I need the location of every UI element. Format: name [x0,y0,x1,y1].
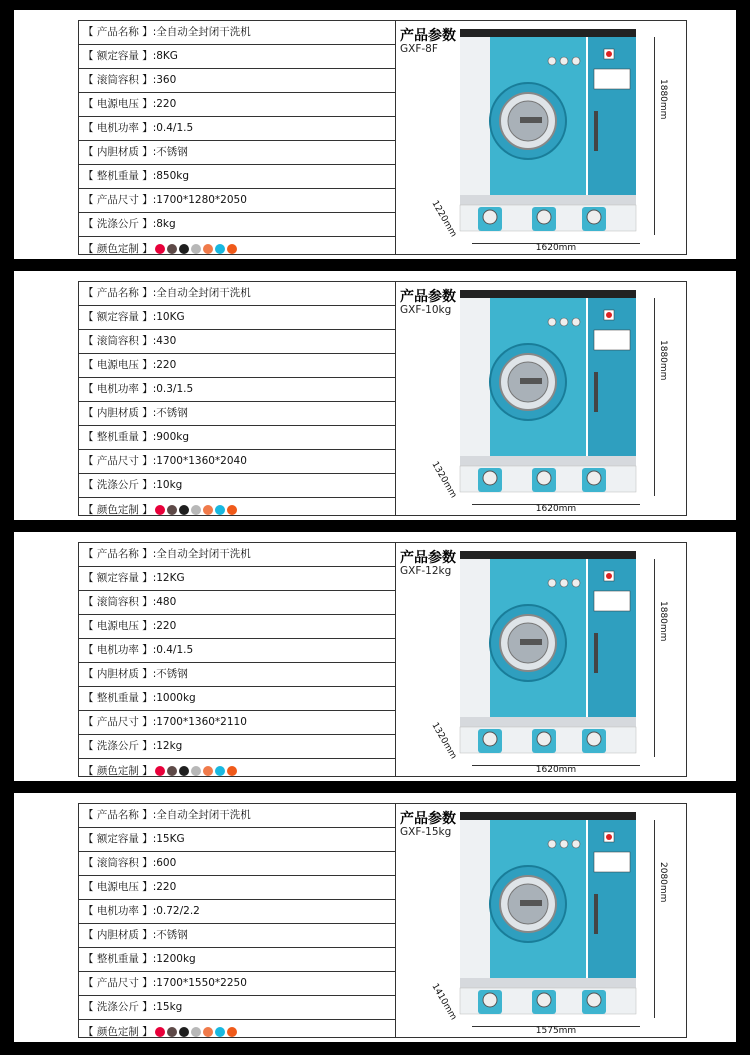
spec-row-capacity [79,567,395,591]
spec-label: 【 内胆材质 】 [83,668,153,680]
spec-row-material [79,924,395,948]
spec-sep: : [152,311,157,323]
spec-value-material: 不锈钢 [156,668,188,680]
spec-value-material: 不锈钢 [156,146,188,158]
spec-sep: : [152,335,157,347]
color-swatch[interactable] [203,244,213,254]
color-swatch[interactable] [167,244,177,254]
drum-door-latch [520,117,542,123]
spec-value-material: 不锈钢 [156,929,188,941]
spec-label: 【 产品名称 】 [83,548,153,560]
spec-row-drum [79,69,395,93]
spec-row-voltage [79,876,395,900]
spec-value-name: 全自动全封闭干洗机 [156,287,251,299]
color-swatch[interactable] [191,766,201,776]
spec-sep: : [152,692,157,704]
temperature-gauge-icon [560,579,568,587]
spec-label: 【 内胆材质 】 [83,929,153,941]
spec-row-wash [79,213,395,237]
dry-cleaning-machine-image [452,812,642,1018]
cabinet-door-handle [594,372,598,412]
spec-value-capacity: 12KG [156,572,185,584]
color-swatch[interactable] [215,766,225,776]
spec-row-wash [79,735,395,759]
spec-value-size: 1700*1360*2040 [156,455,247,467]
color-swatch[interactable] [203,766,213,776]
spec-value-power: 0.4/1.5 [156,122,194,134]
machine-base-plate [460,978,636,988]
height-dimension-line [654,298,655,496]
spec-sep: : [152,833,157,845]
spec-row-name [79,543,395,567]
width-dimension-label: 1620mm [535,243,577,253]
spec-row-drum [79,330,395,354]
spec-label: 【 产品尺寸 】 [83,716,153,728]
color-swatch[interactable] [227,244,237,254]
color-swatch[interactable] [179,505,189,515]
spec-sep: : [152,548,157,560]
spec-label: 【 滚筒容积 】 [83,74,153,86]
spec-label: 【 滚筒容积 】 [83,857,153,869]
pressure-gauge-icon [548,57,556,65]
spec-row-size [79,450,395,474]
spec-sep: : [152,644,157,656]
spec-card [78,542,687,777]
product-params [396,21,686,254]
spec-row-capacity [79,45,395,69]
spec-card [78,20,687,255]
height-dimension-label: 1880mm [658,601,668,642]
machine-base-plate [460,195,636,205]
filter-cap-1 [483,471,497,485]
filter-cap-1 [483,993,497,1007]
spec-label: 【 洗涤公斤 】 [83,218,153,230]
spec-value-capacity: 15KG [156,833,185,845]
level-gauge-icon [572,57,580,65]
spec-label: 【 产品名称 】 [83,287,153,299]
spec-label: 【 电源电压 】 [83,359,153,371]
spec-sep: : [152,287,157,299]
depth-dimension-label: 1320mm [429,460,459,501]
temperature-gauge-icon [560,318,568,326]
height-dimension-label: 1880mm [658,340,668,381]
filter-cap-3 [587,471,601,485]
spec-row-voltage [79,354,395,378]
params-title: 产品参数 [400,811,456,827]
spec-row-weight [79,426,395,450]
dry-cleaning-machine-image [452,290,642,496]
color-swatches [155,498,239,516]
spec-row-name [79,282,395,306]
spec-row-capacity [79,828,395,852]
spec-table [79,21,396,254]
temperature-gauge-icon [560,57,568,65]
spec-sep: : [152,620,157,632]
spec-value-wash: 15kg [156,1001,183,1013]
color-swatch[interactable] [179,766,189,776]
params-title: 产品参数 [400,28,456,44]
spec-sep: : [152,455,157,467]
color-swatch[interactable] [215,1027,225,1037]
spec-value-power: 0.4/1.5 [156,644,194,656]
spec-label: 【 滚筒容积 】 [83,335,153,347]
pressure-gauge-icon [548,579,556,587]
spec-label: 【 内胆材质 】 [83,146,153,158]
spec-sep: : [152,953,157,965]
spec-value-voltage: 220 [156,359,177,371]
emergency-stop-indicator [606,312,612,318]
spec-row-power [79,378,395,402]
spec-sep: : [152,122,157,134]
height-dimension-line [654,37,655,235]
spec-label: 【 产品名称 】 [83,809,153,821]
spec-value-weight: 900kg [156,431,190,443]
product-panel [14,532,736,781]
spec-label: 【 电机功率 】 [83,905,153,917]
color-swatch[interactable] [179,1027,189,1037]
spec-row-name [79,21,395,45]
spec-value-weight: 1200kg [156,953,196,965]
color-swatch[interactable] [215,505,225,515]
model-label: GXF-12kg [400,565,452,577]
spec-row-voltage [79,615,395,639]
product-panel [14,271,736,520]
spec-value-name: 全自动全封闭干洗机 [156,26,251,38]
product-panel [14,10,736,259]
color-swatch[interactable] [155,766,165,776]
height-dimension-line [654,559,655,757]
width-dimension-label: 1620mm [535,765,577,775]
spec-value-voltage: 220 [156,620,177,632]
spec-label: 【 整机重量 】 [83,431,153,443]
emergency-stop-indicator [606,51,612,57]
drum-door-latch [520,378,542,384]
spec-row-power [79,900,395,924]
machine-side-panel [460,298,490,458]
spec-sep: : [152,596,157,608]
spec-label: 【 电源电压 】 [83,620,153,632]
spec-sep: : [152,218,157,230]
spec-sep: : [152,809,157,821]
spec-row-material [79,141,395,165]
color-swatch[interactable] [191,244,201,254]
params-title: 产品参数 [400,289,456,305]
spec-sep: : [152,929,157,941]
color-swatch[interactable] [203,1027,213,1037]
spec-row-voltage [79,93,395,117]
color-swatch[interactable] [227,505,237,515]
spec-value-size: 1700*1360*2110 [156,716,247,728]
spec-value-size: 1700*1280*2050 [156,194,247,206]
model-label: GXF-8F [400,43,438,55]
model-label: GXF-15kg [400,826,452,838]
spec-row-weight [79,948,395,972]
spec-label: 【 颜色定制 】 [83,243,153,255]
spec-label: 【 额定容量 】 [83,833,153,845]
height-dimension-label: 2080mm [658,862,668,903]
model-label: GXF-10kg [400,304,452,316]
color-swatch[interactable] [167,1027,177,1037]
spec-value-capacity: 8KG [156,50,178,62]
color-swatch[interactable] [215,244,225,254]
color-swatch[interactable] [167,505,177,515]
spec-value-voltage: 220 [156,881,177,893]
spec-value-size: 1700*1550*2250 [156,977,247,989]
control-panel-display [594,69,630,89]
spec-label: 【 内胆材质 】 [83,407,153,419]
spec-row-wash [79,474,395,498]
spec-row-weight [79,687,395,711]
machine-side-panel [460,559,490,719]
depth-dimension-label: 1410mm [429,982,459,1023]
spec-label: 【 额定容量 】 [83,311,153,323]
spec-row-power [79,117,395,141]
filter-cap-2 [537,210,551,224]
color-swatches [155,237,239,255]
drum-door-latch [520,900,542,906]
spec-card [78,281,687,516]
control-panel-display [594,591,630,611]
spec-label: 【 额定容量 】 [83,50,153,62]
spec-row-power [79,639,395,663]
spec-sep: : [152,170,157,182]
filter-cap-3 [587,993,601,1007]
spec-value-capacity: 10KG [156,311,185,323]
spec-label: 【 颜色定制 】 [83,504,153,516]
spec-label: 【 颜色定制 】 [83,765,153,777]
spec-value-drum: 360 [156,74,177,86]
spec-label: 【 产品尺寸 】 [83,194,153,206]
spec-label: 【 额定容量 】 [83,572,153,584]
spec-sep: : [152,146,157,158]
spec-row-material [79,402,395,426]
spec-value-drum: 600 [156,857,177,869]
cabinet-door-handle [594,894,598,934]
pressure-gauge-icon [548,840,556,848]
spec-sep: : [152,431,157,443]
color-swatch[interactable] [191,1027,201,1037]
spec-label: 【 滚筒容积 】 [83,596,153,608]
spec-sep: : [152,479,157,491]
spec-sep: : [152,572,157,584]
spec-sep: : [152,905,157,917]
color-swatch[interactable] [191,505,201,515]
spec-value-weight: 850kg [156,170,190,182]
spec-label: 【 电机功率 】 [83,383,153,395]
spec-sep: : [152,857,157,869]
spec-label: 【 电源电压 】 [83,881,153,893]
spec-sep: : [152,74,157,86]
spec-value-wash: 8kg [156,218,176,230]
color-swatch[interactable] [155,505,165,515]
spec-label: 【 产品名称 】 [83,26,153,38]
machine-top-lid [460,812,636,820]
spec-row-color [79,759,395,777]
spec-row-size [79,711,395,735]
spec-value-name: 全自动全封闭干洗机 [156,548,251,560]
product-params [396,282,686,515]
params-title: 产品参数 [400,550,456,566]
spec-value-drum: 480 [156,596,177,608]
spec-value-drum: 430 [156,335,177,347]
spec-row-color [79,237,395,255]
spec-sep: : [152,881,157,893]
spec-table [79,804,396,1037]
machine-top-lid [460,29,636,37]
width-dimension-label: 1575mm [535,1026,577,1036]
spec-value-name: 全自动全封闭干洗机 [156,809,251,821]
machine-top-lid [460,551,636,559]
dry-cleaning-machine-image [452,29,642,235]
spec-sep: : [152,359,157,371]
spec-sep: : [152,98,157,110]
spec-table [79,543,396,776]
spec-value-power: 0.72/2.2 [156,905,200,917]
spec-row-drum [79,591,395,615]
filter-cap-3 [587,210,601,224]
pressure-gauge-icon [548,318,556,326]
spec-card [78,803,687,1038]
spec-value-voltage: 220 [156,98,177,110]
spec-row-size [79,972,395,996]
color-swatch[interactable] [167,766,177,776]
filter-cap-2 [537,993,551,1007]
color-swatch[interactable] [227,1027,237,1037]
cabinet-door-handle [594,633,598,673]
spec-label: 【 整机重量 】 [83,953,153,965]
spec-value-material: 不锈钢 [156,407,188,419]
spec-value-weight: 1000kg [156,692,196,704]
spec-sep: : [152,716,157,728]
product-params [396,804,686,1037]
level-gauge-icon [572,579,580,587]
spec-label: 【 电机功率 】 [83,122,153,134]
spec-label: 【 整机重量 】 [83,170,153,182]
color-swatch[interactable] [227,766,237,776]
spec-row-capacity [79,306,395,330]
color-swatch[interactable] [203,505,213,515]
spec-sep: : [152,977,157,989]
control-panel-display [594,330,630,350]
machine-side-panel [460,820,490,980]
dry-cleaning-machine-image [452,551,642,757]
color-swatch[interactable] [179,244,189,254]
spec-row-drum [79,852,395,876]
spec-sep: : [152,668,157,680]
spec-row-color [79,1020,395,1038]
spec-row-wash [79,996,395,1020]
color-swatches [155,759,239,777]
machine-side-panel [460,37,490,197]
spec-value-wash: 12kg [156,740,183,752]
spec-label: 【 颜色定制 】 [83,1026,153,1038]
spec-row-name [79,804,395,828]
spec-label: 【 洗涤公斤 】 [83,740,153,752]
height-dimension-label: 1880mm [658,79,668,120]
spec-table [79,282,396,515]
depth-dimension-label: 1320mm [429,721,459,762]
depth-dimension-label: 1220mm [429,199,459,240]
drum-door-latch [520,639,542,645]
spec-row-size [79,189,395,213]
width-dimension-label: 1620mm [535,504,577,514]
spec-sep: : [152,740,157,752]
spec-label: 【 电机功率 】 [83,644,153,656]
spec-sep: : [152,407,157,419]
color-swatches [155,1020,239,1038]
product-params [396,543,686,776]
spec-label: 【 整机重量 】 [83,692,153,704]
filter-cap-1 [483,210,497,224]
spec-value-wash: 10kg [156,479,183,491]
cabinet-door-handle [594,111,598,151]
spec-label: 【 产品尺寸 】 [83,455,153,467]
spec-label: 【 洗涤公斤 】 [83,1001,153,1013]
spec-sep: : [152,26,157,38]
filter-cap-2 [537,471,551,485]
height-dimension-line [654,820,655,1018]
filter-cap-1 [483,732,497,746]
temperature-gauge-icon [560,840,568,848]
machine-base-plate [460,717,636,727]
spec-value-power: 0.3/1.5 [156,383,194,395]
control-panel-display [594,852,630,872]
spec-sep: : [152,1001,157,1013]
emergency-stop-indicator [606,834,612,840]
spec-label: 【 产品尺寸 】 [83,977,153,989]
product-panel [14,793,736,1042]
spec-row-weight [79,165,395,189]
spec-sep: : [152,194,157,206]
color-swatch[interactable] [155,244,165,254]
spec-sep: : [152,383,157,395]
emergency-stop-indicator [606,573,612,579]
spec-sep: : [152,50,157,62]
level-gauge-icon [572,318,580,326]
filter-cap-3 [587,732,601,746]
spec-row-color [79,498,395,516]
color-swatch[interactable] [155,1027,165,1037]
spec-row-material [79,663,395,687]
filter-cap-2 [537,732,551,746]
machine-base-plate [460,456,636,466]
machine-top-lid [460,290,636,298]
spec-label: 【 洗涤公斤 】 [83,479,153,491]
spec-label: 【 电源电压 】 [83,98,153,110]
level-gauge-icon [572,840,580,848]
